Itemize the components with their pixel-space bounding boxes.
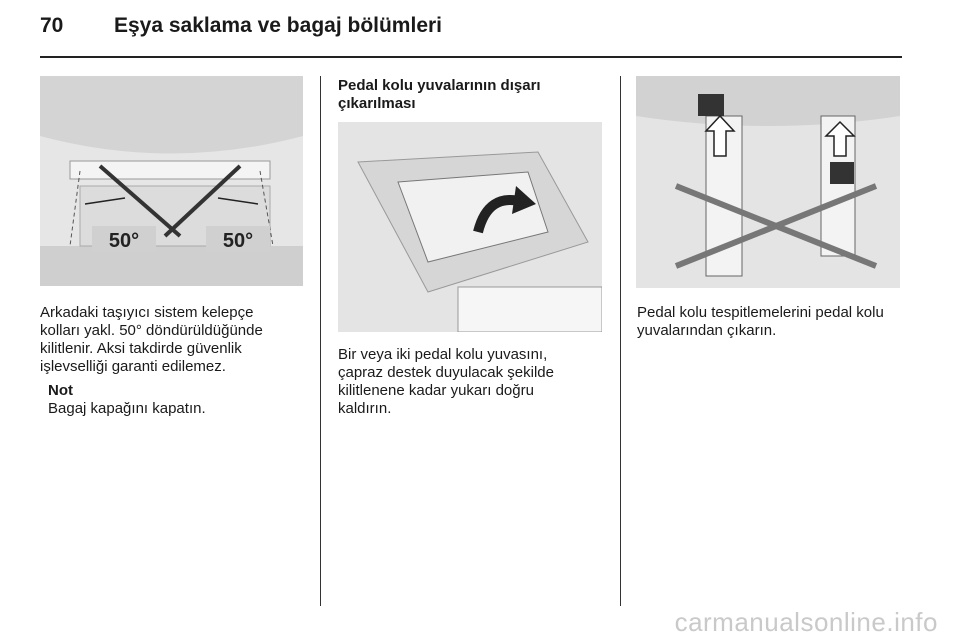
- angle-label-left: 50°: [108, 230, 140, 252]
- page-number: 70: [40, 14, 64, 37]
- footer-watermark: carmanualsonline.info: [674, 607, 938, 637]
- carrier-clamp-figure: [40, 76, 303, 286]
- column-divider-2: [620, 76, 621, 606]
- pedal-clamp-removal-figure: [636, 76, 900, 288]
- header-rule: [40, 56, 902, 58]
- page-header: [40, 14, 442, 54]
- column2-paragraph: Bir veya iki pedal kolu yuvasını, çapraz destek duyulacak şekilde kilitlenene kadar yukarı doğru kaldırın.: [338, 346, 554, 417]
- page-title: Eşya saklama ve bagaj bölümleri: [114, 14, 443, 37]
- column2-heading: Pedal kolu yuvalarının dışarı çıkarılması: [338, 77, 541, 112]
- note-text: Bagaj kapağını kapatın.: [48, 400, 206, 417]
- column3-paragraph: Pedal kolu tespitlemelerini pedal kolu yuvalarından çıkarın.: [637, 304, 884, 339]
- angle-label-right: 50°: [222, 230, 254, 252]
- pedal-holder-lift-figure: [338, 122, 602, 332]
- column-divider-1: [320, 76, 321, 606]
- column1-paragraph: Arkadaki taşıyıcı sistem kelepçe kolları yakl. 50° döndürüldüğünde kilitlenir. Aksi takdirde güvenlik işlevselliği garanti edilemez.: [40, 304, 263, 375]
- note-title: Not: [48, 382, 73, 399]
